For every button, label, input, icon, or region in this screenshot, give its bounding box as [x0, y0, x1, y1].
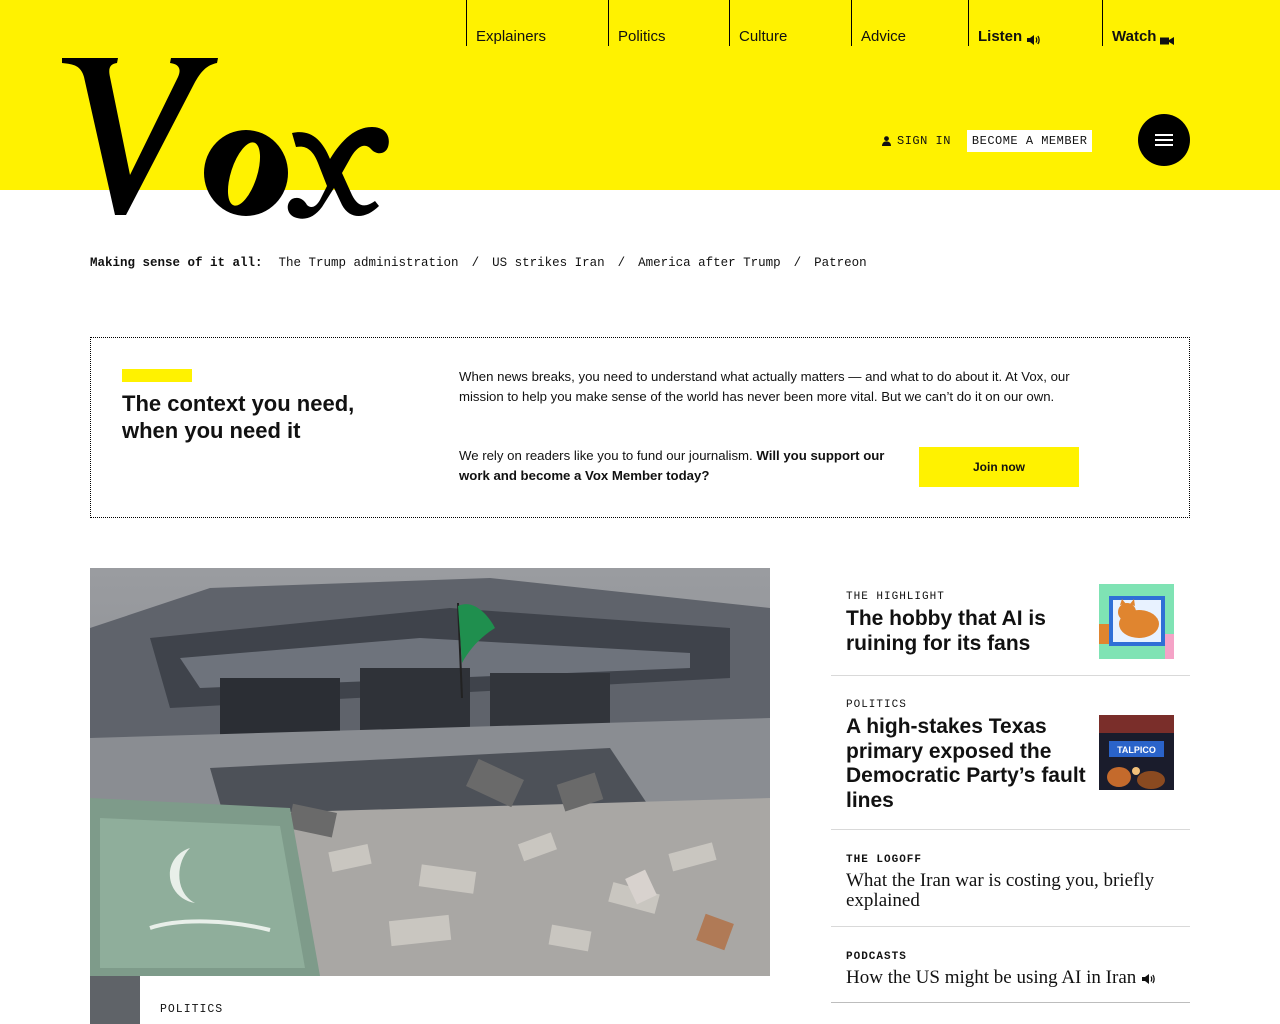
- nav-label: Culture: [739, 28, 788, 45]
- nav-label: Explainers: [476, 28, 547, 45]
- topic-link[interactable]: America after Trump: [638, 256, 781, 270]
- story-title: The hobby that AI is ruining for its fans: [846, 607, 1046, 655]
- header-actions: [882, 130, 1092, 152]
- story-title: A high-stakes Texas primary exposed the Democratic Party’s fault lines: [846, 715, 1086, 812]
- nav-culture[interactable]: [729, 0, 851, 46]
- nav-politics[interactable]: [608, 0, 729, 46]
- membership-appeal: [90, 337, 1190, 518]
- nav-label: Watch: [1112, 28, 1157, 45]
- political-stage-thumbnail: [1099, 715, 1174, 790]
- nav-label: Advice: [861, 28, 907, 45]
- nav-advice[interactable]: [851, 0, 968, 46]
- membership-appeal-text: [459, 446, 904, 486]
- cat-illustration-thumbnail: [1099, 584, 1174, 659]
- appeal-bold: Will you support our work and become a Vox Member today?: [459, 448, 885, 483]
- sidebar-stories: [831, 568, 1190, 1003]
- speaker-icon: [1026, 34, 1040, 46]
- topic-link[interactable]: Patreon: [814, 256, 867, 270]
- topic-separator: /: [471, 256, 480, 270]
- sign-in-link[interactable]: [882, 134, 951, 148]
- video-camera-icon: [1160, 36, 1174, 46]
- nav-explainers[interactable]: [466, 0, 608, 46]
- nav-watch[interactable]: [1102, 0, 1198, 46]
- story-kicker: THE HIGHLIGHT: [846, 591, 945, 603]
- topic-link[interactable]: US strikes Iran: [492, 256, 605, 270]
- story-item[interactable]: [831, 568, 1190, 676]
- sign-in-label: SIGN IN: [897, 134, 951, 148]
- nav-label: Politics: [618, 28, 666, 45]
- story-kicker: POLITICS: [846, 699, 907, 711]
- hamburger-menu-icon: [1155, 134, 1173, 146]
- rubble-photo: [90, 568, 770, 976]
- hero-story-card[interactable]: [140, 976, 770, 1024]
- vox-logo[interactable]: [60, 55, 392, 220]
- hero-image-overflow: [90, 976, 140, 1024]
- stage-sign-text: TALPICO: [1117, 745, 1156, 755]
- user-icon: [882, 136, 891, 146]
- story-title-text: How the US might be using AI in Iran: [846, 967, 1137, 988]
- story-kicker: THE LOGOFF: [846, 854, 923, 866]
- story-thumbnail: [1099, 715, 1174, 790]
- nav-listen[interactable]: [968, 0, 1102, 46]
- story-title: What the Iran war is costing you, briefly explained: [846, 870, 1155, 911]
- story-item[interactable]: [831, 927, 1190, 1003]
- appeal-plain: We rely on readers like you to fund our journalism.: [459, 448, 757, 463]
- membership-heading: The context you need, when you need it: [122, 391, 355, 443]
- accent-bar: [122, 369, 192, 382]
- story-item[interactable]: [831, 676, 1190, 830]
- menu-button[interactable]: [1138, 114, 1190, 166]
- topics-bar: [90, 256, 867, 270]
- story-item[interactable]: [831, 830, 1190, 927]
- become-member-button[interactable]: BECOME A MEMBER: [967, 130, 1093, 152]
- topic-separator: /: [617, 256, 626, 270]
- story-kicker: PODCASTS: [846, 951, 907, 963]
- membership-body: When news breaks, you need to understand what actually matters — and what to do about it. At Vox, our mission to help you make sense of the world has never been more vital. But we can’t do it on our own.: [459, 369, 1070, 404]
- top-navigation: [466, 0, 1198, 46]
- topic-separator: /: [793, 256, 802, 270]
- hero-image[interactable]: [90, 568, 770, 976]
- vox-logo-mark: [60, 55, 392, 220]
- nav-label: Listen: [978, 28, 1023, 45]
- hero-kicker: POLITICS: [160, 1003, 224, 1016]
- join-now-button[interactable]: Join now: [919, 447, 1079, 487]
- topic-link[interactable]: The Trump administration: [278, 256, 459, 270]
- speaker-icon: [1141, 973, 1155, 985]
- topics-lead: Making sense of it all:: [90, 256, 263, 270]
- story-title: [846, 968, 1181, 988]
- story-thumbnail: [1099, 584, 1174, 659]
